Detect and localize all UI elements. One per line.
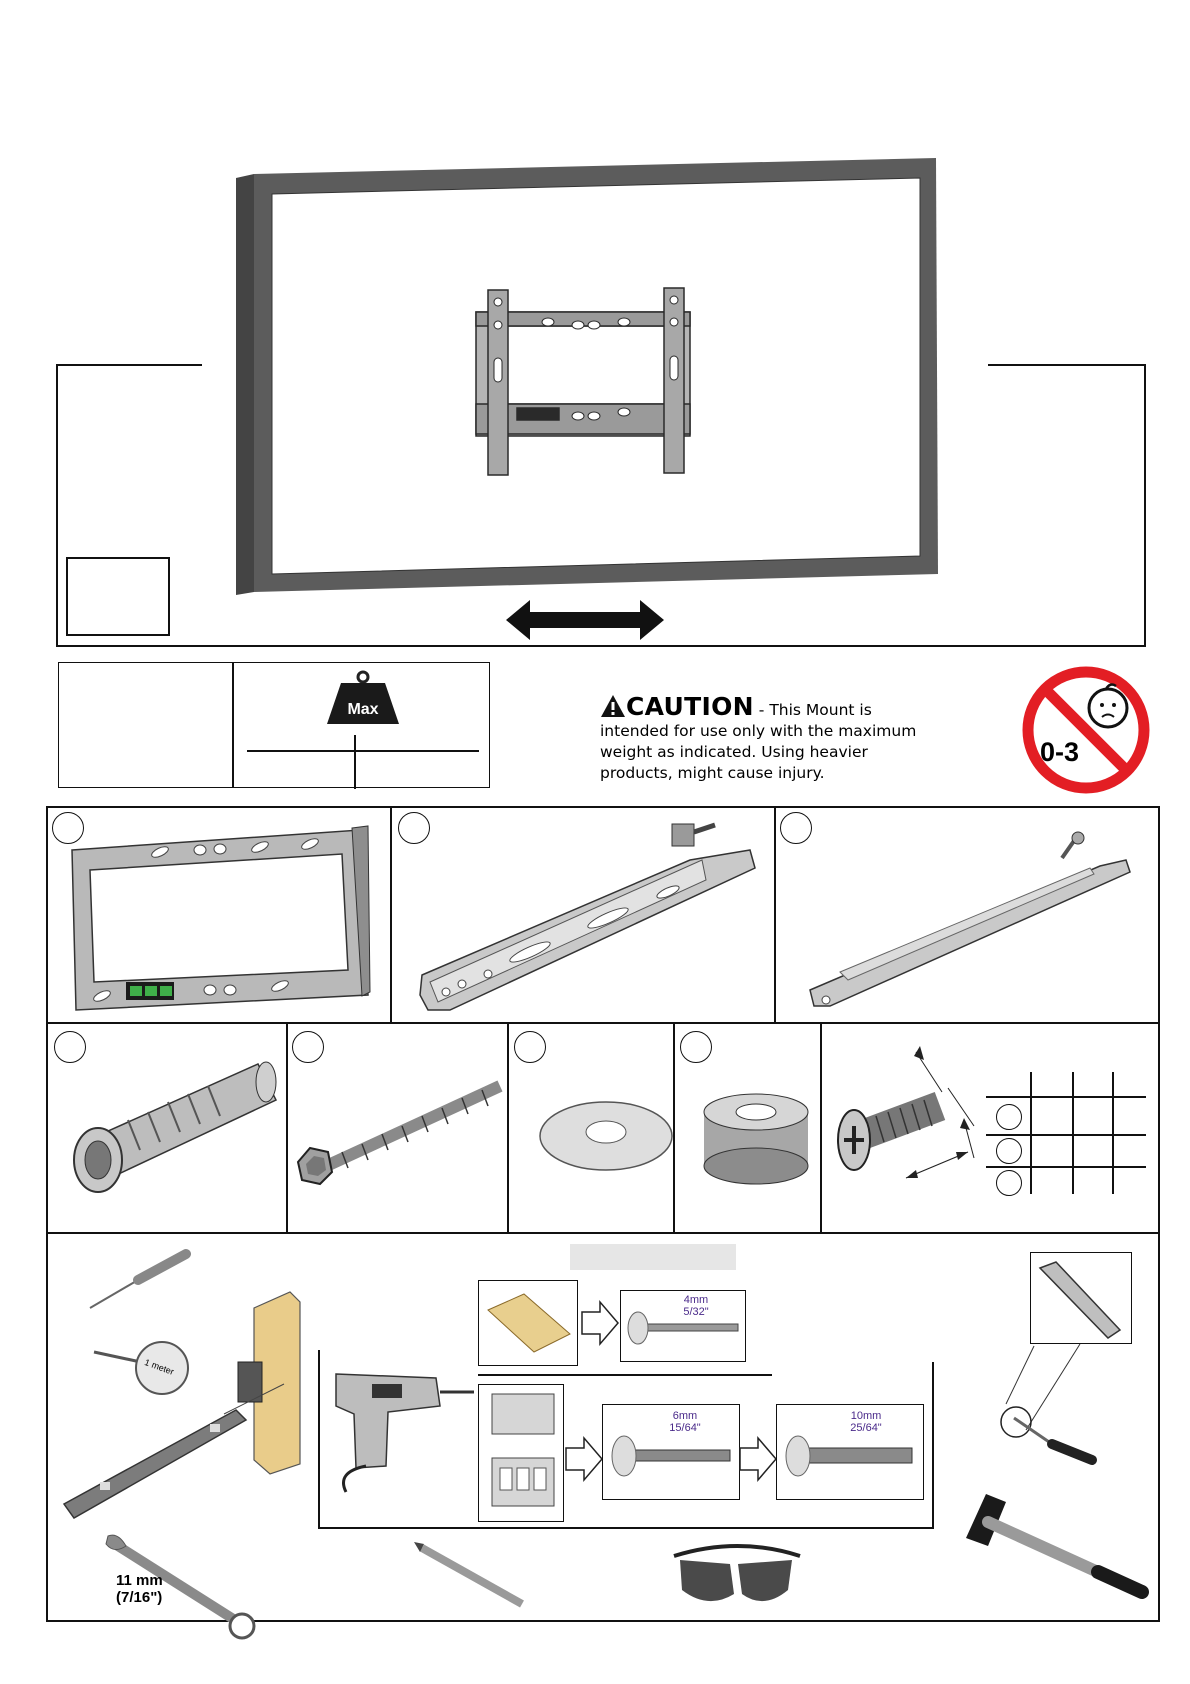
wood-block-icon xyxy=(484,1290,574,1360)
part-id-circle-e xyxy=(292,1031,324,1063)
tools-heading-bar xyxy=(570,1244,736,1270)
parts-r1-div1 xyxy=(390,807,392,1023)
vertical-bracket-left-image xyxy=(410,810,770,1010)
warning-triangle-icon xyxy=(600,694,626,718)
parts-row1-bottom xyxy=(47,1022,1159,1024)
age-label: 0-3 xyxy=(1040,737,1080,767)
phillips-tip-icon xyxy=(1036,1258,1126,1338)
weight-badge: Max xyxy=(347,701,379,718)
no-children-icon xyxy=(1020,664,1152,796)
concrete-drill-bit-icon-1 xyxy=(606,1432,736,1482)
parts-r1-div2 xyxy=(774,807,776,1023)
tape-measure-icon xyxy=(90,1338,200,1408)
caution-heading: CAUTION xyxy=(626,692,754,721)
tape-label: 1 meter xyxy=(143,1357,176,1377)
drill-bracket-right xyxy=(932,1362,934,1528)
caution-line-2: intended for use only with the maximum xyxy=(600,722,917,740)
spec-divider xyxy=(232,663,234,787)
drill-divider xyxy=(478,1374,772,1376)
spirit-level-icon xyxy=(60,1404,250,1524)
washer-image xyxy=(532,1092,682,1182)
screw-row-circle-3 xyxy=(996,1170,1022,1196)
screw-row-circle-2 xyxy=(996,1138,1022,1164)
arrow-to-bit-icon-2 xyxy=(564,1436,604,1482)
screw-row-circle-1 xyxy=(996,1104,1022,1130)
arrow-to-bit-icon-3 xyxy=(738,1436,778,1482)
power-drill-icon xyxy=(326,1362,476,1492)
drill-bracket-left xyxy=(318,1350,320,1528)
concrete-drill-bit-icon-2 xyxy=(780,1432,920,1482)
safety-glasses-icon xyxy=(668,1534,808,1614)
arrow-to-bit-icon xyxy=(580,1300,620,1346)
awl-icon xyxy=(86,1244,196,1314)
hammer-icon xyxy=(958,1488,1158,1628)
weight-vline xyxy=(354,735,356,789)
part-id-circle-f xyxy=(514,1031,546,1063)
lag-bolt-image xyxy=(292,1060,512,1210)
vertical-bracket-right-image xyxy=(800,810,1140,1010)
parts-r2-div4 xyxy=(820,1023,822,1233)
concrete-blocks-icon xyxy=(484,1388,560,1518)
caution-line-3: weight as indicated. Using heavier xyxy=(600,743,868,761)
spec-table xyxy=(58,662,490,788)
wall-plate-image xyxy=(70,820,370,1020)
drill-bracket-bottom xyxy=(318,1527,934,1529)
concrete-bit-2-label: 10mm 25/64" xyxy=(850,1410,882,1434)
wall-plug-image xyxy=(58,1050,278,1220)
screwdriver-icon xyxy=(1012,1410,1102,1470)
wood-bit-label: 4mm 5/32" xyxy=(683,1294,709,1318)
parts-r2-div1 xyxy=(286,1023,288,1233)
weight-hline xyxy=(247,750,479,752)
caution-notice xyxy=(600,694,940,784)
wrench-size-label: 11 mm (7/16") xyxy=(116,1572,163,1606)
part-id-circle-g xyxy=(680,1031,712,1063)
weight-icon xyxy=(323,669,403,729)
caution-line-4: products, might cause injury. xyxy=(600,764,825,782)
concrete-bit-1-label: 6mm 15/64" xyxy=(669,1410,701,1434)
pencil-icon xyxy=(410,1540,530,1610)
spacer-image xyxy=(698,1084,818,1194)
parts-row2-bottom xyxy=(47,1232,1159,1234)
caution-line-1: - This Mount is xyxy=(758,701,872,719)
